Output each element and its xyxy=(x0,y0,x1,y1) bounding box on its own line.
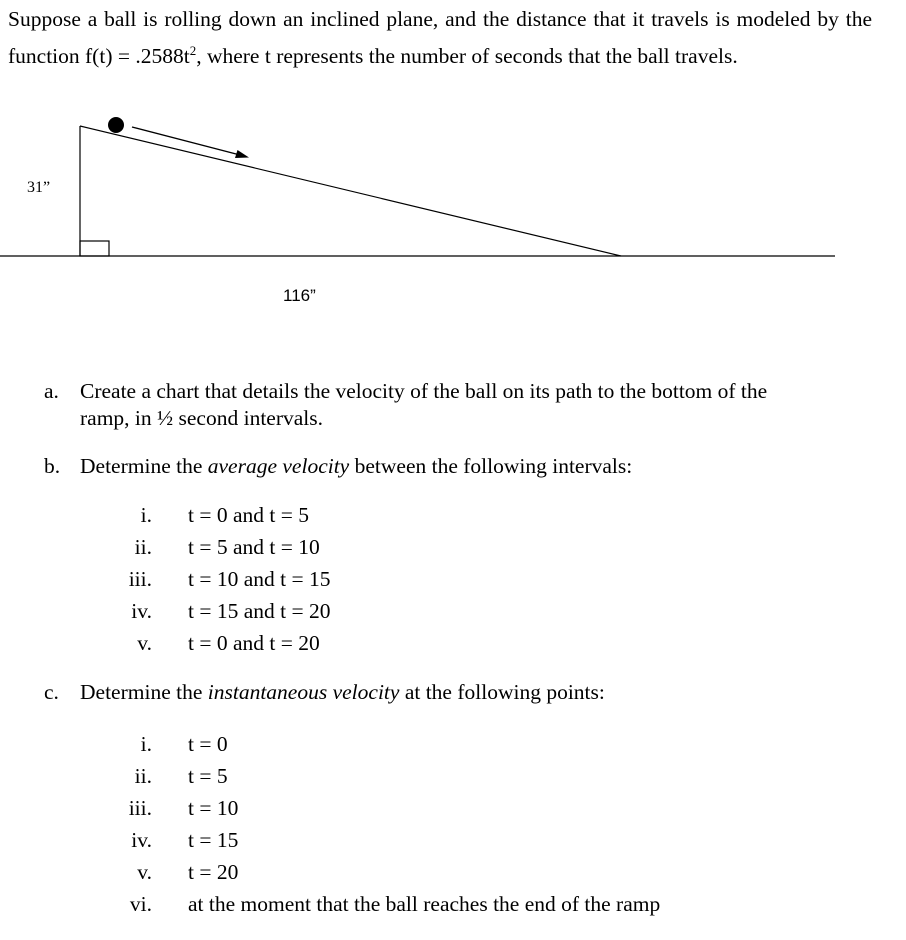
item-number: i. xyxy=(140,732,152,756)
part-a-line1: Create a chart that details the velocity of the ball on its path to the bottom of the xyxy=(80,379,768,403)
ramp-diagram xyxy=(0,110,906,310)
list-item xyxy=(0,728,906,760)
part-a-letter: a. xyxy=(44,379,59,403)
part-c-prompt xyxy=(80,679,605,706)
list-item xyxy=(0,595,906,627)
part-c-list xyxy=(0,728,906,920)
direction-arrow-head xyxy=(235,150,249,158)
item-text: t = 20 xyxy=(188,860,239,884)
part-c-emphasis: instantaneous velocity xyxy=(207,680,400,704)
part-a-line2: ramp, in ½ second intervals. xyxy=(80,406,324,430)
height-label: 31” xyxy=(27,179,51,196)
intro-exponent: 2 xyxy=(189,43,197,58)
item-text: t = 15 and t = 20 xyxy=(188,599,331,623)
item-number: iii. xyxy=(128,796,152,820)
item-text: t = 5 xyxy=(188,764,228,788)
item-text: t = 15 xyxy=(188,828,239,852)
list-item xyxy=(0,627,906,659)
part-b-letter: b. xyxy=(44,454,61,478)
list-item xyxy=(0,856,906,888)
part-b-text-after: between the following intervals: xyxy=(349,454,633,478)
item-number: ii. xyxy=(134,535,152,559)
part-c xyxy=(44,679,884,709)
item-number: vi. xyxy=(129,892,152,916)
part-b-list xyxy=(0,499,906,659)
part-b-prompt xyxy=(80,453,632,480)
problem-intro xyxy=(8,4,872,72)
item-text: t = 5 and t = 10 xyxy=(188,535,320,559)
list-item xyxy=(0,563,906,595)
item-number: iii. xyxy=(128,567,152,591)
part-a xyxy=(44,378,884,434)
item-number: iv. xyxy=(131,828,152,852)
part-c-text-before: Determine the xyxy=(80,680,208,704)
list-item xyxy=(0,531,906,563)
item-number: ii. xyxy=(134,764,152,788)
list-item xyxy=(0,824,906,856)
item-text: t = 10 xyxy=(188,796,239,820)
ramp-slope xyxy=(80,126,621,256)
list-item xyxy=(0,499,906,531)
item-text: t = 0 and t = 5 xyxy=(188,503,309,527)
right-angle-marker xyxy=(80,241,109,256)
part-c-text-after: at the following points: xyxy=(399,680,605,704)
item-text: t = 0 and t = 20 xyxy=(188,631,320,655)
item-number: v. xyxy=(137,631,152,655)
intro-text-part1: Suppose a ball is rolling down an inclined plane, and the distance that it travels is modeled by the function f(t) = .2588t xyxy=(8,7,872,69)
list-item xyxy=(0,760,906,792)
list-item xyxy=(0,792,906,824)
base-label: 116” xyxy=(283,286,316,305)
ball xyxy=(108,117,124,133)
item-text: at the moment that the ball reaches the end of the ramp xyxy=(188,892,661,916)
item-text: t = 0 xyxy=(188,732,228,756)
part-b-emphasis: average velocity xyxy=(207,454,350,478)
direction-arrow-shaft xyxy=(132,127,240,155)
part-b xyxy=(44,453,884,483)
part-b-text-before: Determine the xyxy=(80,454,208,478)
item-number: v. xyxy=(137,860,152,884)
item-number: iv. xyxy=(131,599,152,623)
part-c-letter: c. xyxy=(44,680,59,704)
list-item xyxy=(0,888,906,920)
intro-text-part2: , where t represents the number of seconds that the ball travels. xyxy=(196,44,738,69)
item-text: t = 10 and t = 15 xyxy=(188,567,331,591)
item-number: i. xyxy=(140,503,152,527)
